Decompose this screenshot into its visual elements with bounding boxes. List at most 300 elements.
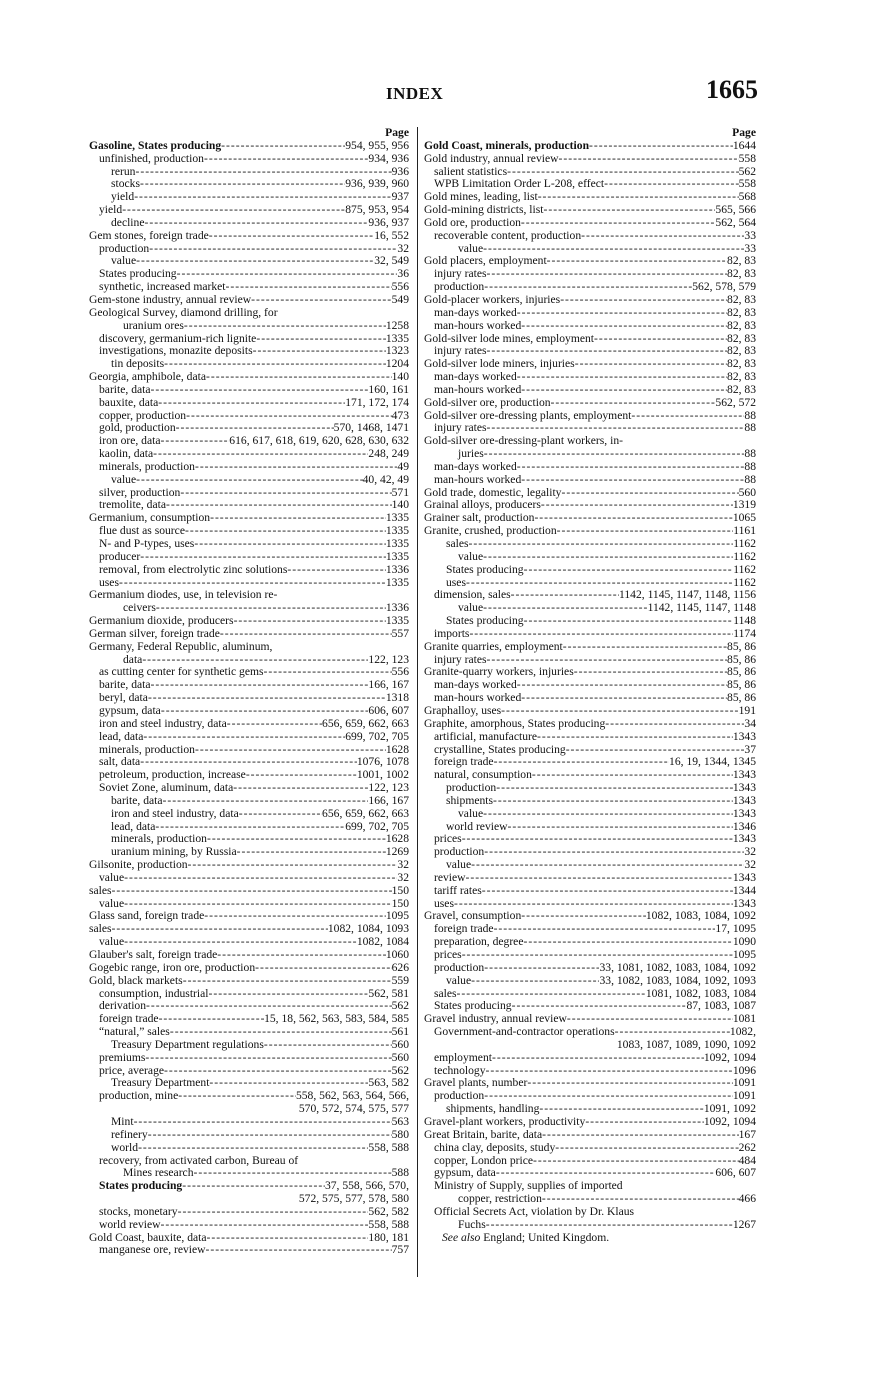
entry-pages: 1082, 1083, 1084, 1092 bbox=[645, 909, 756, 923]
entry-pages: 32 bbox=[744, 858, 756, 872]
entry-pages: 166, 167 bbox=[368, 793, 409, 807]
entry-pages: 82, 83 bbox=[727, 305, 756, 319]
entry-pages: 1644 bbox=[732, 138, 756, 152]
leader-dots bbox=[227, 718, 322, 731]
index-entry bbox=[89, 782, 409, 795]
leader-dots bbox=[482, 885, 733, 898]
index-entry bbox=[89, 243, 409, 256]
entry-pages: 1082, 1084, 1093 bbox=[327, 922, 409, 936]
entry-pages: 562 bbox=[738, 164, 756, 178]
entry-term: copper, restriction bbox=[458, 1192, 542, 1206]
leader-dots bbox=[183, 975, 392, 988]
entry-pages: 140 bbox=[391, 498, 409, 512]
index-entry bbox=[89, 474, 409, 487]
entry-term: Grainer salt, production bbox=[424, 511, 535, 525]
entry-pages: 562, 572 bbox=[715, 395, 756, 409]
entry-term: artificial, manufacture bbox=[434, 729, 537, 743]
entry-pages: 757 bbox=[391, 1243, 409, 1257]
entry-term: Gold-silver lode miners, injuries bbox=[424, 357, 575, 371]
leader-dots bbox=[541, 499, 733, 512]
leader-dots bbox=[161, 1219, 369, 1232]
leader-dots bbox=[585, 1116, 704, 1129]
entry-term: preparation, degree bbox=[434, 935, 524, 949]
index-entry bbox=[89, 371, 409, 384]
index-entry bbox=[89, 731, 409, 744]
entry-term: sales bbox=[89, 922, 112, 936]
entry-pages: 1335 bbox=[385, 575, 409, 589]
entry-pages: 1096 bbox=[732, 1063, 756, 1077]
leader-dots bbox=[486, 268, 727, 281]
entry-term: Germanium dioxide, producers bbox=[89, 614, 234, 628]
entry-term: Gold ore, production bbox=[424, 215, 521, 229]
entry-pages: 473 bbox=[391, 408, 409, 422]
entry-pages: 16, 552 bbox=[374, 228, 409, 242]
entry-pages: 34 bbox=[744, 716, 756, 730]
entry-pages: 171, 172, 174 bbox=[345, 395, 409, 409]
entry-term: Mint bbox=[111, 1114, 134, 1128]
leader-dots bbox=[178, 1090, 296, 1103]
entry-pages: 562, 564 bbox=[715, 215, 756, 229]
entry-pages: 570, 572, 574, 575, 577 bbox=[298, 1102, 409, 1116]
entry-pages: 1319 bbox=[732, 498, 756, 512]
see-also-note bbox=[424, 1232, 756, 1245]
index-entry bbox=[424, 153, 756, 166]
leader-dots bbox=[112, 923, 328, 936]
entry-pages: 180, 181 bbox=[368, 1230, 409, 1244]
entry-term: States producing bbox=[99, 267, 177, 281]
index-entry bbox=[424, 1052, 756, 1065]
entry-pages: 1267 bbox=[732, 1217, 756, 1231]
entry-term: Ministry of Supply, supplies of imported bbox=[434, 1179, 623, 1193]
leader-dots bbox=[194, 538, 385, 551]
entry-pages: 1083, 1087, 1089, 1090, 1092 bbox=[616, 1037, 756, 1051]
entry-pages: 82, 83 bbox=[727, 318, 756, 332]
leader-dots bbox=[501, 705, 738, 718]
leader-dots bbox=[170, 1026, 392, 1039]
leader-dots bbox=[523, 936, 732, 949]
entry-term: lead, data bbox=[111, 819, 156, 833]
entry-term: Treasury Department bbox=[111, 1076, 210, 1090]
leader-dots bbox=[471, 975, 599, 988]
leader-dots bbox=[521, 217, 716, 230]
entry-pages: 85, 86 bbox=[727, 691, 756, 705]
leader-dots bbox=[462, 949, 733, 962]
entry-term: Soviet Zone, aluminum, data bbox=[99, 781, 234, 795]
entry-pages: 87, 1083, 1087 bbox=[686, 999, 756, 1013]
index-entry bbox=[424, 230, 756, 243]
leader-dots bbox=[153, 448, 368, 461]
leader-dots bbox=[563, 641, 727, 654]
entry-term: ceivers bbox=[123, 601, 156, 615]
leader-dots bbox=[234, 615, 386, 628]
entry-term: prices bbox=[434, 948, 462, 961]
index-entry bbox=[89, 962, 409, 975]
entry-pages: 580 bbox=[391, 1127, 409, 1141]
entry-pages: 1343 bbox=[732, 729, 756, 743]
leader-dots bbox=[161, 705, 369, 718]
entry-term: man-hours worked bbox=[434, 382, 522, 396]
entry-pages: 934, 936 bbox=[368, 151, 409, 165]
entry-term: Gem-stone industry, annual review bbox=[89, 292, 252, 306]
leader-dots bbox=[264, 1039, 392, 1052]
entry-term: Treasury Department regulations bbox=[111, 1037, 264, 1051]
index-entry bbox=[424, 628, 756, 641]
entry-term: Gold-silver ore-dressing plants, employment bbox=[424, 408, 632, 422]
index-entry bbox=[89, 538, 409, 551]
entry-term: production bbox=[434, 960, 485, 974]
entry-term: States producing bbox=[99, 1179, 183, 1193]
entry-pages: 85, 86 bbox=[727, 652, 756, 666]
entry-term: minerals, production bbox=[99, 742, 195, 756]
entry-term: iron and steel industry, data bbox=[111, 806, 239, 820]
index-entry bbox=[89, 1026, 409, 1039]
entry-pages: 1336 bbox=[385, 601, 409, 615]
entry-term: Gravel-plant workers, productivity bbox=[424, 1114, 586, 1128]
entry-term: copper, London price bbox=[434, 1153, 534, 1167]
entry-pages: 560 bbox=[738, 485, 756, 499]
index-entry bbox=[424, 731, 756, 744]
leader-dots bbox=[524, 564, 734, 577]
leader-dots bbox=[469, 538, 734, 551]
entry-pages: 563, 582 bbox=[368, 1076, 409, 1090]
entry-term: Gold-silver lode mines, employment bbox=[424, 331, 595, 345]
entry-term: rerun bbox=[111, 164, 136, 178]
leader-dots bbox=[148, 692, 386, 705]
index-entry bbox=[424, 795, 756, 808]
entry-term: Gold Coast, minerals, production bbox=[424, 138, 590, 152]
entry-term: review bbox=[434, 870, 466, 884]
entry-pages: 1343 bbox=[732, 768, 756, 782]
entry-term: Gold Coast, bauxite, data bbox=[89, 1230, 207, 1244]
leader-dots bbox=[537, 731, 733, 744]
index-entry bbox=[424, 461, 756, 474]
index-entry bbox=[424, 936, 756, 949]
entry-term: world bbox=[111, 1140, 139, 1154]
index-entry bbox=[424, 140, 756, 153]
entry-term: Geological Survey, diamond drilling, for bbox=[89, 305, 278, 319]
entry-term: Granite, crushed, production bbox=[424, 524, 557, 538]
entry-pages: 150 bbox=[391, 896, 409, 910]
leader-dots bbox=[533, 1155, 739, 1168]
index-entry bbox=[424, 204, 756, 217]
leader-dots bbox=[149, 243, 397, 256]
entry-pages: 1090 bbox=[732, 935, 756, 949]
entry-pages: 558, 562, 563, 564, 566, bbox=[295, 1089, 409, 1103]
entry-pages: 588 bbox=[391, 1166, 409, 1180]
index-entry bbox=[89, 204, 409, 217]
leader-dots bbox=[163, 795, 369, 808]
entry-term: Great Britain, barite, data bbox=[424, 1127, 543, 1141]
leader-dots bbox=[521, 692, 727, 705]
entry-term: gypsum, data bbox=[434, 1166, 496, 1180]
entry-term: barite, data bbox=[99, 678, 151, 692]
entry-term: decline bbox=[111, 215, 145, 229]
entry-pages: 875, 953, 954 bbox=[345, 203, 409, 217]
index-entry bbox=[424, 525, 756, 538]
entry-pages: 562 bbox=[391, 999, 409, 1013]
entry-term: sales bbox=[446, 537, 469, 550]
page-column-label: Page bbox=[732, 126, 756, 139]
leader-dots bbox=[557, 525, 734, 538]
entry-term: uses bbox=[434, 896, 454, 910]
entry-term: shipments bbox=[446, 793, 494, 807]
index-entry bbox=[424, 615, 756, 628]
entry-pages: 562 bbox=[391, 1063, 409, 1077]
entry-term: sales bbox=[89, 883, 112, 897]
entry-pages: 1091 bbox=[732, 1089, 756, 1103]
entry-term: Graphite, amorphous, States producing bbox=[424, 716, 606, 730]
entry-pages: 568 bbox=[738, 190, 756, 204]
entry-term: value bbox=[99, 896, 125, 910]
leader-dots bbox=[543, 204, 715, 217]
leader-dots bbox=[151, 679, 369, 692]
entry-term: gold, production bbox=[99, 421, 176, 435]
leader-dots bbox=[496, 782, 733, 795]
entry-term: value bbox=[111, 254, 137, 268]
entry-term: Gravel plants, number bbox=[424, 1076, 528, 1090]
entry-term: Grainal alloys, producers bbox=[424, 498, 541, 512]
entry-pages: 33 bbox=[744, 241, 756, 255]
entry-pages: 570, 1468, 1471 bbox=[333, 421, 409, 435]
index-entry bbox=[424, 1026, 756, 1039]
leader-dots bbox=[511, 589, 619, 602]
entry-pages: 562, 582 bbox=[368, 1204, 409, 1218]
entry-pages: 150 bbox=[391, 883, 409, 897]
index-entry bbox=[424, 307, 756, 320]
entry-term: Gilsonite, production bbox=[89, 858, 188, 872]
entry-pages: 82, 83 bbox=[727, 344, 756, 358]
index-entry bbox=[424, 538, 756, 551]
leader-dots bbox=[524, 615, 734, 628]
leader-dots bbox=[615, 1026, 730, 1039]
leader-dots bbox=[517, 679, 727, 692]
entry-pages: 88 bbox=[744, 421, 756, 435]
entry-pages: 1091 bbox=[732, 1076, 756, 1090]
index-entry bbox=[424, 564, 756, 577]
entry-pages: 1343 bbox=[732, 870, 756, 884]
entry-pages: 82, 83 bbox=[727, 370, 756, 384]
leader-dots bbox=[471, 859, 744, 872]
entry-pages: 484 bbox=[738, 1153, 756, 1167]
entry-pages: 565, 566 bbox=[715, 203, 756, 217]
page-column-label: Page bbox=[385, 126, 409, 139]
entry-term: Germanium diodes, use, in television re- bbox=[89, 588, 278, 602]
index-entry bbox=[89, 140, 409, 153]
leader-dots bbox=[143, 731, 345, 744]
entry-term: silver, production bbox=[99, 485, 181, 499]
leader-dots bbox=[517, 371, 727, 384]
entry-pages: 82, 83 bbox=[727, 357, 756, 371]
entry-term: petroleum, production, increase bbox=[99, 768, 246, 782]
leader-dots bbox=[207, 1232, 369, 1245]
leader-dots bbox=[145, 1052, 391, 1065]
entry-term: flue dust as source bbox=[99, 524, 185, 538]
leader-dots bbox=[558, 153, 738, 166]
index-entry bbox=[424, 1206, 756, 1219]
entry-pages: 88 bbox=[744, 459, 756, 473]
entry-pages: 140 bbox=[391, 370, 409, 384]
entry-term: Gold mines, leading, list bbox=[424, 190, 538, 204]
entry-pages: 559 bbox=[391, 973, 409, 987]
entry-term: shipments, handling bbox=[446, 1102, 540, 1116]
entry-term: man-hours worked bbox=[434, 691, 522, 705]
leader-dots bbox=[542, 1129, 738, 1142]
entry-term: discovery, germanium-rich lignite bbox=[99, 331, 257, 345]
leader-dots bbox=[492, 1052, 704, 1065]
leader-dots bbox=[287, 564, 385, 577]
entry-term: world review bbox=[446, 819, 508, 833]
index-entry bbox=[89, 1103, 409, 1116]
entry-term: beryl, data bbox=[99, 691, 148, 705]
entry-pages: 557 bbox=[391, 626, 409, 640]
leader-dots bbox=[209, 988, 369, 1001]
entry-term: value bbox=[99, 870, 125, 884]
entry-term: value bbox=[446, 858, 472, 872]
leader-dots bbox=[484, 846, 744, 859]
leader-dots bbox=[136, 474, 363, 487]
entry-pages: 1343 bbox=[732, 806, 756, 820]
entry-pages: 167 bbox=[738, 1127, 756, 1141]
entry-term: foreign trade bbox=[99, 1012, 159, 1026]
index-entry bbox=[424, 1142, 756, 1155]
entry-term: barite, data bbox=[99, 382, 151, 396]
index-entry bbox=[89, 551, 409, 564]
entry-term: removal, from electrolytic zinc solutions bbox=[99, 562, 288, 576]
leader-dots bbox=[124, 872, 397, 885]
entry-term: injury rates bbox=[434, 267, 487, 281]
leader-dots bbox=[534, 512, 732, 525]
entry-pages: 248, 249 bbox=[368, 447, 409, 461]
leader-dots bbox=[484, 962, 599, 975]
entry-pages: 1081 bbox=[732, 1012, 756, 1026]
entry-pages: 1323 bbox=[385, 344, 409, 358]
entry-term: Germany, Federal Republic, aluminum, bbox=[89, 639, 273, 653]
entry-term: Glass sand, foreign trade bbox=[89, 909, 205, 923]
entry-term: salient statistics bbox=[434, 164, 508, 178]
entry-term: tremolite, data bbox=[99, 498, 166, 512]
leader-dots bbox=[233, 782, 368, 795]
entry-term: copper, production bbox=[99, 408, 187, 422]
entry-term: production bbox=[434, 280, 485, 294]
leader-dots bbox=[494, 923, 716, 936]
leader-dots bbox=[484, 448, 745, 461]
entry-pages: 1162 bbox=[733, 537, 756, 550]
entry-pages: 1335 bbox=[385, 331, 409, 345]
index-entry bbox=[89, 217, 409, 230]
leader-dots bbox=[221, 140, 345, 153]
entry-pages: 33, 1081, 1082, 1083, 1084, 1092 bbox=[599, 960, 756, 974]
leader-dots bbox=[555, 1142, 738, 1155]
entry-term: salt, data bbox=[99, 755, 141, 769]
index-entry bbox=[89, 1206, 409, 1219]
index-entry bbox=[89, 1129, 409, 1142]
entry-pages: 549 bbox=[391, 292, 409, 306]
entry-term: WPB Limitation Order L-208, effect bbox=[434, 177, 605, 191]
entry-pages: 1162 bbox=[733, 575, 756, 589]
index-entry bbox=[424, 448, 756, 461]
entry-pages: 954, 955, 956 bbox=[345, 138, 409, 152]
entry-term: Fuchs bbox=[458, 1217, 486, 1231]
index-entry bbox=[89, 641, 409, 654]
leader-dots bbox=[148, 1129, 392, 1142]
entry-term: production bbox=[446, 781, 497, 795]
entry-pages: 85, 86 bbox=[727, 639, 756, 653]
leader-dots bbox=[589, 140, 733, 153]
entry-term: injury rates bbox=[434, 652, 487, 666]
entry-pages: 558 bbox=[738, 177, 756, 191]
entry-term: recovery, from activated carbon, Bureau of bbox=[99, 1153, 299, 1167]
entry-term: uranium mining, by Russia bbox=[111, 845, 237, 859]
entry-term: value bbox=[458, 806, 484, 820]
index-entry bbox=[424, 859, 756, 872]
leader-dots bbox=[521, 910, 646, 923]
leader-dots bbox=[631, 410, 744, 423]
entry-pages: 1343 bbox=[732, 832, 756, 846]
index-entry bbox=[89, 564, 409, 577]
entry-pages: 1335 bbox=[385, 549, 409, 563]
entry-pages: 88 bbox=[744, 408, 756, 422]
leader-dots bbox=[239, 808, 322, 821]
entry-term: value bbox=[446, 973, 472, 987]
entry-pages: 1346 bbox=[732, 819, 756, 833]
index-entry bbox=[89, 397, 409, 410]
entry-term: Gogebic range, iron ore, production bbox=[89, 960, 256, 974]
entry-term: value bbox=[458, 549, 484, 563]
entry-pages: 82, 83 bbox=[727, 267, 756, 281]
leader-dots bbox=[160, 435, 229, 448]
entry-pages: 32 bbox=[397, 870, 409, 884]
entry-term: man-days worked bbox=[434, 459, 517, 473]
entry-pages: 122, 123 bbox=[368, 652, 409, 666]
entry-pages: 33, 1082, 1083, 1084, 1092, 1093 bbox=[599, 973, 756, 987]
leader-dots bbox=[206, 371, 392, 384]
leader-dots bbox=[551, 397, 716, 410]
entry-term: Gravel, consumption bbox=[424, 909, 522, 923]
entry-term: Gold-silver ore-dressing-plant workers, in- bbox=[424, 434, 623, 448]
entry-pages: 85, 86 bbox=[727, 665, 756, 679]
index-entry bbox=[89, 153, 409, 166]
entry-term: Gold-placer workers, injuries bbox=[424, 292, 561, 306]
index-entry bbox=[424, 474, 756, 487]
entry-term: employment bbox=[434, 1050, 492, 1064]
index-entry bbox=[89, 795, 409, 808]
leader-dots bbox=[532, 769, 733, 782]
entry-term: world review bbox=[99, 1217, 161, 1231]
entry-pages: 558 bbox=[738, 151, 756, 165]
entry-pages: 626 bbox=[391, 960, 409, 974]
entry-term: Gravel industry, annual review bbox=[424, 1012, 567, 1026]
entry-pages: 563 bbox=[391, 1114, 409, 1128]
entry-pages: 1343 bbox=[732, 793, 756, 807]
index-entry bbox=[89, 230, 409, 243]
entry-pages: 1095 bbox=[732, 948, 756, 961]
leader-dots bbox=[483, 551, 733, 564]
entry-term: kaolin, data bbox=[99, 447, 154, 461]
entry-pages: 466 bbox=[738, 1192, 756, 1206]
leader-dots bbox=[217, 949, 386, 962]
entry-term: value bbox=[99, 935, 125, 949]
index-entry bbox=[89, 384, 409, 397]
leader-dots bbox=[237, 846, 386, 859]
entry-pages: 936, 939, 960 bbox=[345, 177, 409, 191]
entry-pages: 562, 578, 579 bbox=[692, 280, 756, 294]
index-entry bbox=[89, 1116, 409, 1129]
entry-pages: 1336 bbox=[385, 562, 409, 576]
leader-dots bbox=[253, 345, 386, 358]
entry-pages: 1065 bbox=[732, 511, 756, 525]
entry-term: value bbox=[111, 472, 137, 486]
entry-term: States producing bbox=[434, 999, 512, 1013]
